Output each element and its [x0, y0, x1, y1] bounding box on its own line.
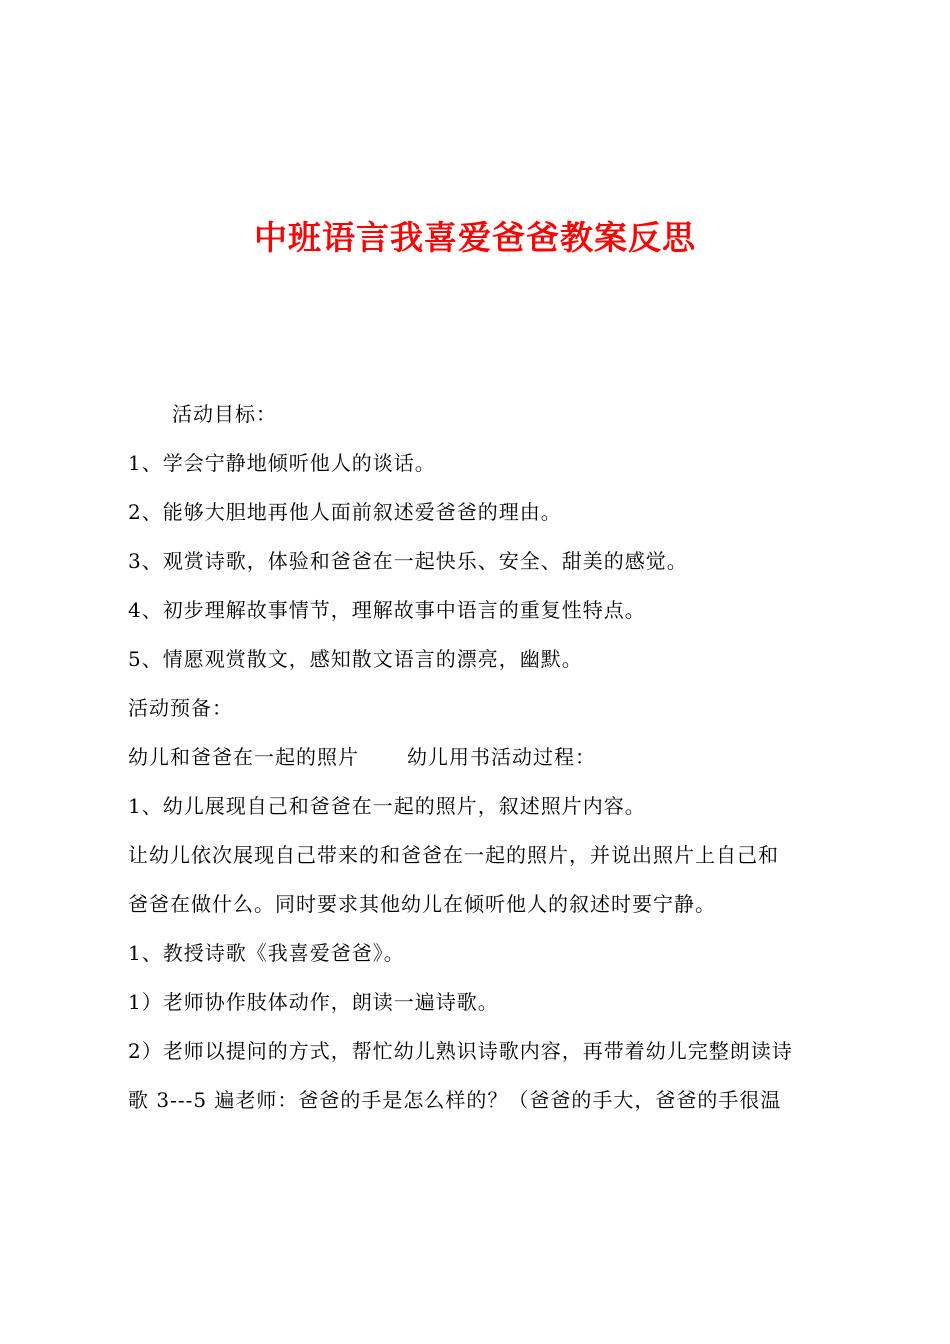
document-title: 中班语言我喜爱爸爸教案反思	[254, 218, 696, 257]
paragraph-goal-4: 4、初步理解故事情节，理解故事中语言的重复性特点。	[128, 598, 646, 622]
paragraph-goal-2: 2、能够大胆地再他人面前叙述爱爸爸的理由。	[128, 500, 562, 524]
paragraph-substep-2b: 歌 3---5 遍老师：爸爸的手是怎么样的？（爸爸的手大，爸爸的手很温	[128, 1088, 782, 1112]
paragraph-goal-5: 5、情愿观赏散文，感知散文语言的漂亮，幽默。	[128, 647, 583, 671]
paragraph-step-teach-poem: 1、教授诗歌《我喜爱爸爸》。	[128, 941, 405, 965]
paragraph-preparation-items	[128, 733, 833, 782]
document-body	[128, 390, 833, 1125]
paragraph-step-1: 1、幼儿展现自己和爸爸在一起的照片，叙述照片内容。	[128, 794, 646, 818]
paragraph-substep-2a: 2）老师以提问的方式，帮忙幼儿熟识诗歌内容，再带着幼儿完整朗读诗	[128, 1039, 793, 1063]
paragraph-goal-3: 3、观赏诗歌，体验和爸爸在一起快乐、安全、甜美的感觉。	[128, 549, 688, 573]
paragraph-activity-goals-heading: 活动目标：	[172, 402, 277, 426]
preparation-item-book-process: 幼儿用书活动过程：	[407, 745, 596, 769]
paragraph-step-1-detail-a: 让幼儿依次展现自己带来的和爸爸在一起的照片，并说出照片上自己和	[128, 843, 779, 867]
paragraph-substep-1: 1）老师协作肢体动作，朗读一遍诗歌。	[128, 990, 499, 1014]
preparation-item-photos: 幼儿和爸爸在一起的照片	[128, 745, 359, 769]
paragraph-goal-1: 1、学会宁静地倾听他人的谈话。	[128, 451, 436, 475]
paragraph-step-1-detail-b: 爸爸在做什么。同时要求其他幼儿在倾听他人的叙述时要宁静。	[128, 892, 716, 916]
paragraph-preparation-heading: 活动预备：	[128, 696, 233, 720]
